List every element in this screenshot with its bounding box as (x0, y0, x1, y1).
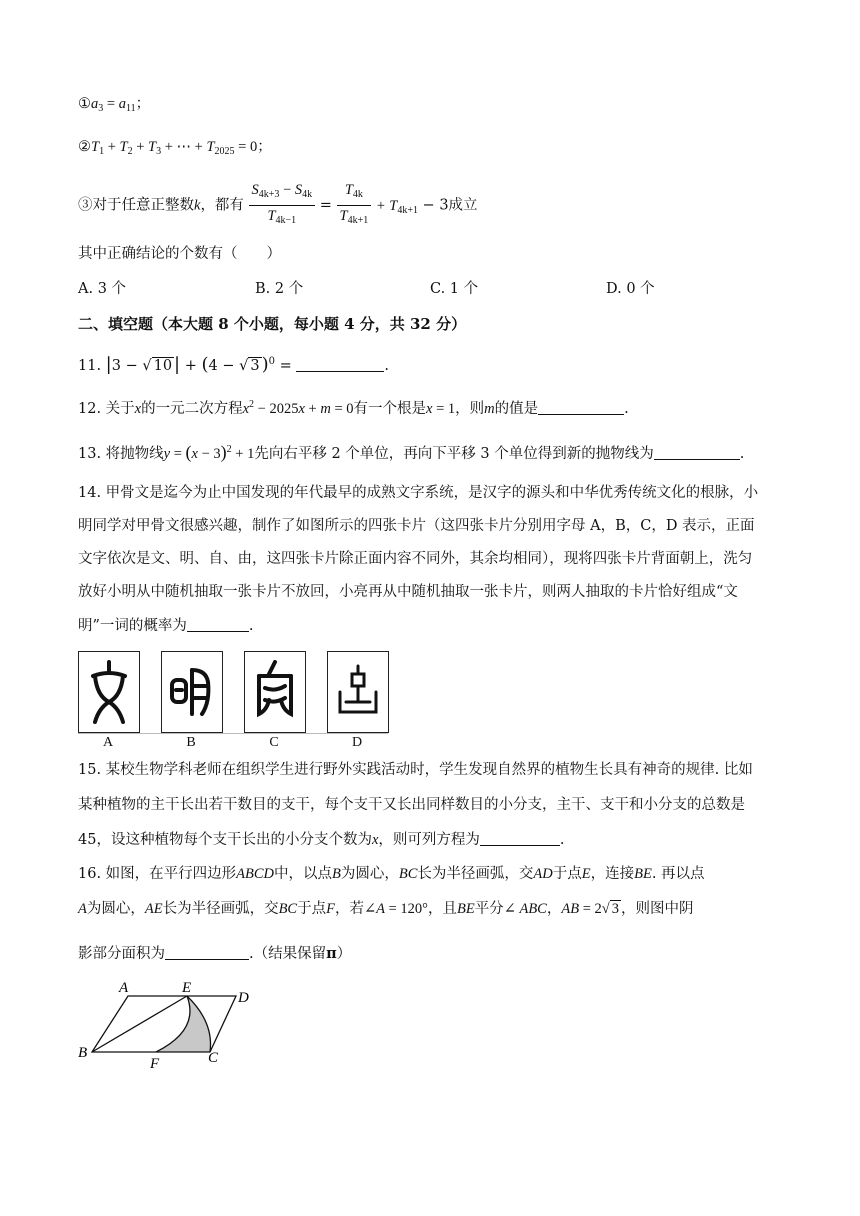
answer-blank-11[interactable] (296, 357, 384, 372)
q12: 12. 关于x的一元二次方程$x^2 - 2025x + m = 0$有一个根是x = 1，则m的值是 . (78, 399, 629, 417)
card-c (244, 651, 306, 733)
q12-t4: ，则 (455, 401, 485, 417)
label-f: F (150, 1056, 160, 1072)
answer-blank-13[interactable] (654, 445, 740, 460)
q16-l2e: ，且 (427, 901, 457, 917)
statement-3: ③对于任意正整数k，都有 $\frac{S_{4k+3} - S_{4k}}{T_{4k-1}}$ = $\frac{T_{4k}}{T_{4k+1}}$ + $T_{4k+1} - 3$成立 (78, 180, 478, 233)
q16-l1a: 16. 如图，在平行四边形 (78, 866, 237, 882)
q15-end: . (559, 832, 565, 848)
circle-three: ③ (78, 197, 93, 214)
option-d: D. 0 个 (606, 281, 655, 297)
q11-end: . (384, 358, 389, 374)
q14-line-2: 明同学对甲骨文很感兴趣，制作了如图所示的四张卡片（这四张卡片分别用字母 A，B，C，D 表示，正面 (78, 518, 755, 534)
statement-1-expr: $a_3 = a_{11}$ (91, 96, 136, 114)
label-a: A (119, 980, 129, 996)
q12-t1: 关于 (105, 401, 135, 417)
card-a (78, 651, 140, 733)
q16-l2c: 于点 (297, 901, 327, 917)
q15-line-3: 45，设这种植物每个支干长出的小分支个数为x，则可列方程为 . (78, 832, 565, 848)
parallelogram-figure (74, 978, 274, 1078)
circle-two: ② (78, 139, 91, 155)
statement-2-expr: $T_1 + T_2 + T_3$ + ⋯ + $T_{2025} = 0$ (91, 139, 258, 157)
statement-1 (78, 94, 150, 119)
fraction-left: $\frac{S_{4k+3} - S_{4k}}{T_{4k-1}}$ (249, 180, 316, 231)
q13: 13. 将抛物线$y = (x - 3)^2 + 1$先向右平移 2 个单位，再向下平移 3 个单位得到新的抛物线为 . (78, 442, 745, 462)
q16-l1d: 长为半径画弧，交 (417, 866, 534, 882)
circle-one: ① (78, 96, 91, 112)
q16-line-1: 16. 如图，在平行四边形ABCD中，以点B为圆心，BC长为半径画弧，交AD于点E，连接BE. 再以点 (78, 866, 705, 882)
oracle-wen-icon (79, 652, 139, 732)
q12-number: 12. (78, 401, 102, 417)
q14-line-5 (78, 616, 254, 636)
q16-l1c: 为圆心， (340, 866, 399, 882)
q16-l2b: 长为半径画弧，交 (162, 901, 279, 917)
q14-end: . (248, 618, 254, 634)
q12-t3: 有一个根是 (353, 401, 427, 417)
q16-line-2: A为圆心，AE长为半径画弧，交BC于点F，若∠A = 120°，且BE平分∠ ABC，AB = 2√ 3 ，则图中阴 (78, 901, 694, 917)
card-label-a: A (102, 735, 114, 750)
q15-line-3a: 45，设这种植物每个支干长出的小分支个数为 (78, 832, 372, 848)
option-b: B. 2 个 (255, 281, 304, 297)
oracle-zi-icon (245, 652, 305, 732)
q15-line-2: 某种植物的主干长出若干数目的支干，每个支干又长出同样数目的小分支，主干、支干和小分支的总数是 (78, 797, 745, 813)
statement-2 (78, 137, 272, 162)
label-b: B (78, 1045, 88, 1061)
q11-number: 11. (78, 358, 102, 374)
statement-3-pre: 对于任意正整数 (92, 197, 194, 214)
var-k: k (194, 197, 201, 214)
answer-blank-15[interactable] (480, 831, 560, 846)
q13-number: 13. (78, 446, 102, 462)
answer-blank-16[interactable] (165, 945, 249, 960)
answer-blank-14[interactable] (187, 617, 249, 632)
q13-t1: 将抛物线 (105, 446, 164, 462)
q16-l1f: ，连接 (590, 866, 635, 882)
card-label-d: D (351, 735, 363, 750)
card-label-b: B (186, 735, 196, 750)
option-a: A. 3 个 (78, 281, 127, 297)
oracle-ming-icon (162, 652, 222, 732)
q16-l3d: ） (336, 946, 352, 962)
q16-l1g: . 再以点 (651, 866, 705, 882)
q16-line-3 (78, 944, 351, 964)
q14-line-4: 放好小明从中随机抽取一张卡片不放回，小亮再从中随机抽取一张卡片，则两人抽取的卡片恰好组成“文 (78, 584, 738, 600)
q14-line-5-text: 明”一词的概率为 (78, 618, 187, 634)
card-b (161, 651, 223, 733)
question-text: 其中正确结论的个数有（ ） (78, 246, 281, 262)
statement-1-end: ； (135, 96, 151, 112)
q12-t5: 的值是 (494, 401, 539, 417)
q16-l2d: ，若 (334, 901, 364, 917)
q12-t2: 的一元二次方程 (141, 401, 243, 417)
q15-line-3b: ，则可列方程为 (378, 832, 480, 848)
q16-l2a: 为圆心， (86, 901, 145, 917)
q12-end: . (624, 401, 629, 417)
q13-end: . (739, 446, 745, 462)
oracle-you-icon (328, 652, 388, 732)
statement-3-mid: ，都有 (200, 197, 244, 214)
q13-t2: 先向右平移 2 个单位，再向下平移 3 个单位得到新的抛物线为 (254, 446, 654, 462)
cards-baseline (78, 733, 388, 734)
q15-line-1: 15. 某校生物学科老师在组织学生进行野外实践活动时，学生发现自然界的植物生长具有神奇的规律. 比如 (78, 762, 753, 778)
label-d: D (238, 990, 249, 1006)
q16-l3a: 影部分面积为 (78, 946, 165, 962)
section-title: 二、填空题（本大题 8 个小题，每小题 4 分，共 32 分） (78, 315, 467, 333)
label-c: C (208, 1050, 219, 1066)
option-c: C. 1 个 (430, 281, 479, 297)
fraction-right: $\frac{T_{4k}}{T_{4k+1}}$ (337, 180, 372, 231)
answer-blank-12[interactable] (538, 400, 624, 415)
statement-2-end: ； (257, 139, 272, 155)
q16-l1e: 于点 (552, 866, 582, 882)
q16-l2g: ， (546, 901, 562, 917)
card-d (327, 651, 389, 733)
q16-l1b: 中，以点 (274, 866, 333, 882)
pi-symbol: π (326, 945, 337, 962)
card-label-c: C (269, 735, 279, 750)
q14-line-1: 14. 甲骨文是迄今为止中国发现的年代最早的成熟文字系统，是汉字的源头和中华优秀传统文化的根脉，小 (78, 485, 759, 501)
q16-l2f: 平分 (474, 901, 504, 917)
q14-line-3: 文字依次是文、明、自、由，这四张卡片除正面内容不同外，其余均相同），现将四张卡片背面朝上，洗匀 (78, 551, 753, 567)
q16-l2h: ，则图中阴 (620, 901, 694, 917)
statement-3-tail: 成立 (448, 197, 478, 214)
label-e: E (182, 980, 192, 996)
q16-l3b: .（结果保留 (249, 946, 327, 962)
geometry-diagram (74, 978, 274, 1074)
q11: 11. |3 − √ 10 | + (4 − √ 3 )$^0$ = . (78, 354, 389, 375)
